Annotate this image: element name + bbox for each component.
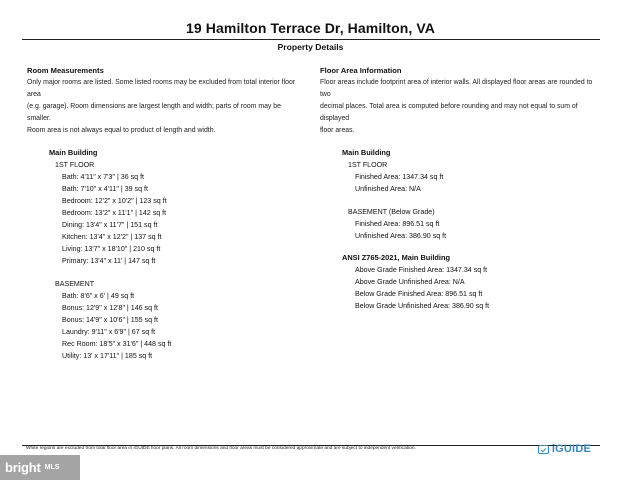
room-item: Kitchen: 13'4" x 12'2" | 137 sq ft — [62, 233, 162, 241]
page-title: 19 Hamilton Terrace Dr, Hamilton, VA — [186, 20, 435, 36]
room-item: Bath: 8'6" x 6' | 49 sq ft — [62, 292, 135, 300]
room-item: Living: 13'7" x 18'10" | 210 sq ft — [62, 245, 161, 253]
floor-label-basement: BASEMENT — [55, 280, 95, 288]
room-item: Primary: 13'4" x 11' | 147 sq ft — [62, 257, 156, 265]
ansi-item: Below Grade Finished Area: 896.51 sq ft — [355, 290, 483, 298]
room-item: Bedroom: 13'2" x 11'1" | 142 sq ft — [62, 209, 167, 217]
note-line: floor areas. — [320, 127, 355, 134]
note-line: decimal places. Total area is computed before rounding and may not equal to sum of displayed — [320, 103, 578, 122]
room-item: Bath: 7'10" x 4'11" | 39 sq ft — [62, 185, 148, 193]
bright-mls-watermark — [0, 455, 80, 480]
watermark-bright-text: bright — [5, 460, 41, 475]
area-item: Unfinished Area: N/A — [355, 185, 421, 193]
ansi-item: Below Grade Unfinished Area: 386.90 sq ft — [355, 302, 490, 310]
title-divider — [22, 39, 600, 40]
room-item: Bonus: 14'9" x 10'6" | 155 sq ft — [62, 316, 158, 324]
watermark-mls-text: MLS — [44, 464, 60, 471]
ansi-heading: ANSI Z765-2021, Main Building — [342, 253, 451, 262]
room-item: Utility: 13' x 17'11" | 185 sq ft — [62, 352, 153, 360]
note-line: Only major rooms are listed. Some listed rooms may be excluded from total interior floor area — [27, 79, 296, 98]
area-item: Finished Area: 1347.34 sq ft — [355, 173, 444, 181]
ansi-item: Above Grade Unfinished Area: N/A — [355, 278, 465, 286]
area-item: Finished Area: 896.51 sq ft — [355, 220, 440, 228]
main-building-heading: Main Building — [342, 148, 391, 157]
floor-area-note — [320, 77, 603, 137]
note-line: (e.g. garage). Room dimensions are largest length and width; parts of room may be smaller. — [27, 103, 281, 122]
floor-label-basement: BASEMENT (Below Grade) — [348, 208, 435, 216]
room-item: Bedroom: 12'2" x 10'2" | 123 sq ft — [62, 197, 167, 205]
iguide-check-icon — [538, 445, 549, 454]
room-item: Bath: 4'11" x 7'3" | 36 sq ft — [62, 173, 145, 181]
main-building-heading: Main Building — [49, 148, 98, 157]
room-measurements-section — [27, 65, 305, 362]
floor-area-section — [320, 65, 603, 312]
room-item: Rec Room: 18'5" x 31'6" | 448 sq ft — [62, 340, 172, 348]
room-item: Bonus: 12'9" x 12'8" | 146 sq ft — [62, 304, 158, 312]
floor-label-1st: 1ST FLOOR — [55, 161, 95, 169]
room-item: Laundry: 9'11" x 6'9" | 67 sq ft — [62, 328, 156, 336]
floor-label-1st: 1ST FLOOR — [348, 161, 388, 169]
room-measurements-note — [27, 77, 305, 137]
room-measurements-heading: Room Measurements — [27, 66, 104, 75]
note-line: Room area is not always equal to product of length and width. — [27, 127, 216, 134]
iguide-logo — [538, 443, 591, 455]
area-item: Unfinished Area: 386.90 sq ft — [355, 232, 447, 240]
page-subtitle: Property Details — [277, 42, 344, 52]
ansi-item: Above Grade Finished Area: 1347.34 sq ft — [355, 266, 488, 274]
footer-disclaimer: White regions are excluded from total floor area in iGUIDE floor plans. All room dimensions and floor areas must be considered approximate and are subject to independent verification. — [26, 446, 416, 451]
floor-area-heading: Floor Area Information — [320, 66, 402, 75]
room-item: Dining: 13'4" x 11'7" | 151 sq ft — [62, 221, 158, 229]
iguide-brand-text: iGUIDE — [551, 443, 591, 455]
note-line: Floor areas include footprint area of interior walls. All displayed floor areas are rounded to two — [320, 79, 593, 98]
